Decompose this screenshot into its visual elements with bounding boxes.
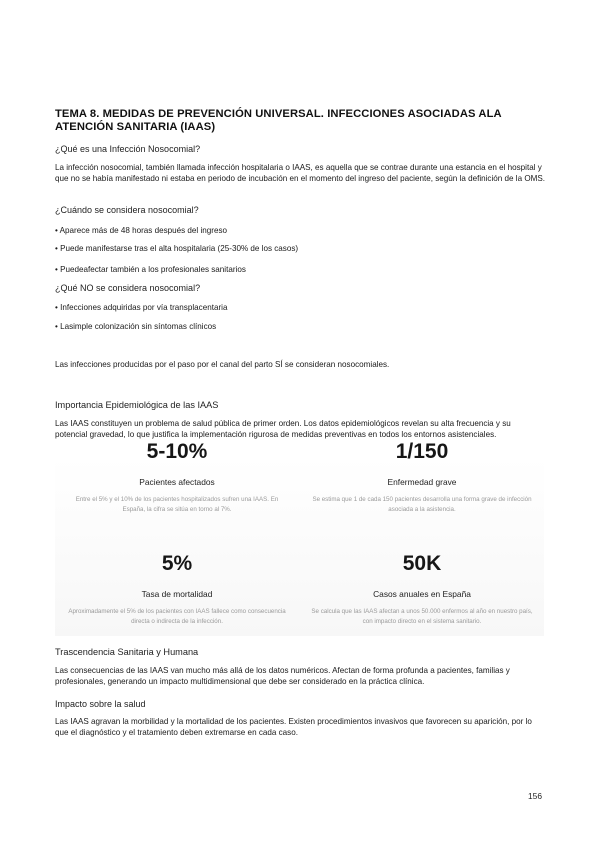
stat-label: Tasa de mortalidad (141, 589, 213, 599)
stat-description: Se estima que 1 de cada 150 pacientes desarrolla una forma grave de infección asociada a la asistencia. (312, 496, 532, 513)
stat-value: 5-10% (146, 440, 208, 463)
question-what-is: ¿Qué es una Infección Nosocomial? (55, 144, 201, 154)
stat-card-severe (300, 440, 544, 514)
list-item: • Lasimple colonización sin síntomas clínicos (55, 322, 217, 331)
question-when: ¿Cuándo se considera nosocomial? (55, 205, 199, 215)
statistics-panel (55, 440, 544, 636)
stat-label: Casos anuales en España (373, 589, 471, 599)
importance-heading: Importancia Epidemiológica de las IAAS (55, 400, 219, 410)
page-number: 156 (528, 791, 542, 801)
stat-label: Enfermedad grave (387, 477, 457, 487)
stat-value: 1/150 (395, 440, 449, 463)
stat-value: 50K (402, 552, 442, 575)
stat-label: Pacientes afectados (139, 477, 215, 487)
list-item: • Infecciones adquiridas por vía transplacentaria (55, 303, 228, 312)
trascendencia-paragraph: Las consecuencias de las IAAS van mucho más allá de los datos numéricos. Afectan de forma profunda a pacientes, familias y profesionales, generando un impacto multidimensional que debe ser considerado en la práctica clínica. (55, 666, 510, 686)
stat-card-annual-cases (300, 552, 544, 626)
stat-description: Entre el 5% y el 10% de los pacientes hospitalizados sufren una IAAS. En España, la cifra se sitúa en torno al 7%. (75, 496, 279, 513)
stat-card-mortality (55, 552, 299, 626)
stat-description: Aproximadamente el 5% de los pacientes con IAAS fallece como consecuencia directa o indirecta de la infección. (68, 608, 286, 625)
list-item: • Puedeafectar también a los profesionales sanitarios (55, 265, 246, 274)
trascendencia-heading: Trascendencia Sanitaria y Humana (55, 647, 199, 657)
stat-description: Se calcula que las IAAS afectan a unos 50.000 enfermos al año en nuestro país, con impacto directo en el sistema sanitario. (311, 608, 533, 625)
list-item: • Aparece más de 48 horas después del ingreso (55, 226, 228, 235)
list-item: • Puede manifestarse tras el alta hospitalaria (25-30% de los casos) (55, 244, 299, 253)
question-what-not: ¿Qué NO se considera nosocomial? (55, 283, 201, 293)
page-title: TEMA 8. MEDIDAS DE PREVENCIÓN UNIVERSAL. INFECCIONES ASOCIADAS ALA ATENCIÓN SANITARIA (IAAS) (55, 108, 502, 133)
importance-paragraph: Las IAAS constituyen un problema de salud pública de primer orden. Los datos epidemiológicos revelan su alta frecuencia y su potencial gravedad, lo que justifica la implementación rigurosa de medidas preventivas en todos los entornos asistenciales. (55, 419, 511, 439)
birth-canal-note: Las infecciones producidas por el paso por el canal del parto SÍ se consideran nosocomiales. (55, 360, 390, 369)
stat-card-affected (55, 440, 299, 514)
impact-heading: Impacto sobre la salud (55, 699, 146, 709)
impact-paragraph: Las IAAS agravan la morbilidad y la mortalidad de los pacientes. Existen procedimientos invasivos que favorecen su aparición, por lo que el diagnóstico y el tratamiento deben extremarse en cada caso. (55, 717, 532, 737)
definition-paragraph: La infección nosocomial, también llamada infección hospitalaria o IAAS, es aquella que se contrae durante una estancia en el hospital y que no se había manifestado ni estaba en periodo de incubación en el momento del ingreso del paciente, según la definición de la OMS. (55, 163, 545, 183)
stat-value: 5% (161, 552, 193, 575)
